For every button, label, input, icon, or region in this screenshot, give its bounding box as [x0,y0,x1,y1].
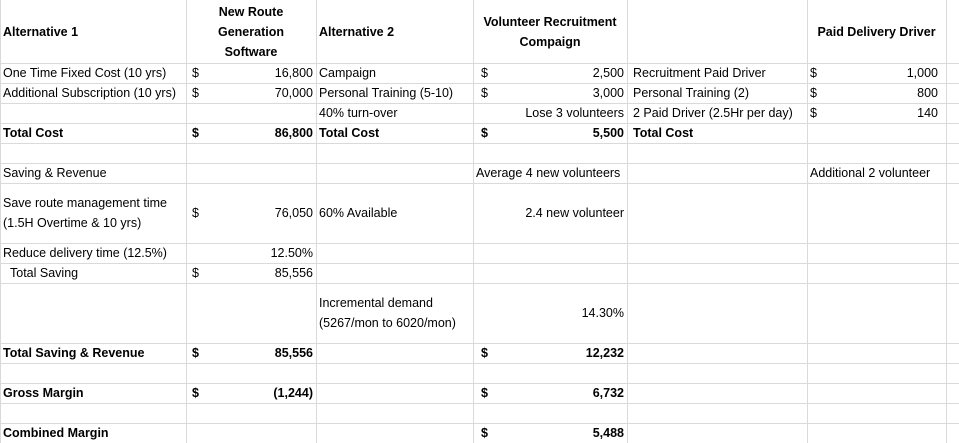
label-total-saving: Total Saving [10,266,79,280]
value-gross-margin: (1,244) [273,386,313,400]
header-alternative-1: Alternative 1 [3,24,79,39]
label-total-saving-revenue: Total Saving & Revenue [3,346,145,360]
label-save-route-management: Save route management time (1.5H Overtime & 10 yrs) [3,196,167,230]
currency-symbol: $ [192,386,199,400]
currency-symbol: $ [481,346,488,360]
label-personal-training: Personal Training (5-10) [319,86,454,100]
currency-symbol: $ [481,426,488,440]
label-personal-training-2: Personal Training (2) [633,86,750,100]
value-incremental-demand: 14.30% [581,306,624,320]
label-gross-margin: Gross Margin [3,386,84,400]
label-total-cost: Total Cost [3,126,64,140]
currency-symbol: $ [810,86,817,100]
label-one-time-fixed-cost: One Time Fixed Cost (10 yrs) [3,66,167,80]
value-paid-driver-hours: 140 [917,106,938,120]
header-alternative-2: Alternative 2 [319,24,395,39]
value-combined-margin: 5,488 [592,426,624,440]
grid-line [0,363,959,364]
currency-symbol: $ [810,66,817,80]
header-paid-delivery-driver: Paid Delivery Driver [817,24,936,39]
value-recruitment-paid-driver: 1,000 [906,66,938,80]
note-average-new-volunteers: Average 4 new volunteers [476,166,621,180]
header-volunteer-recruitment: Volunteer Recruitment Compaign [483,14,617,49]
header-new-route-software: New Route Generation Software [218,4,284,59]
note-additional-volunteer: Additional 2 volunteer [810,166,931,180]
label-recruitment-paid-driver: Recruitment Paid Driver [633,66,766,80]
label-reduce-delivery-time: Reduce delivery time (12.5%) [3,246,167,260]
label-total-cost-paid: Total Cost [633,126,694,140]
value-campaign: 2,500 [592,66,624,80]
value-gross-margin-alt2: 6,732 [592,386,624,400]
label-total-cost-alt2: Total Cost [319,126,380,140]
currency-symbol: $ [481,126,488,140]
label-combined-margin: Combined Margin [3,426,109,440]
value-personal-training: 3,000 [592,86,624,100]
label-paid-driver-hours: 2 Paid Driver (2.5Hr per day) [633,106,793,120]
currency-symbol: $ [810,106,817,120]
currency-symbol: $ [192,346,199,360]
grid-line [0,403,959,404]
currency-symbol: $ [192,126,199,140]
value-new-volunteer: 2.4 new volunteer [525,206,624,220]
value-total-saving-revenue: 85,556 [274,346,313,360]
value-reduce-delivery-time: 12.50% [270,246,313,260]
label-saving-revenue: Saving & Revenue [3,166,107,180]
grid-line [0,143,959,144]
value-save-route-management: 76,050 [274,206,313,220]
value-total-cost: 86,800 [274,126,313,140]
label-incremental-demand: Incremental demand (5267/mon to 6020/mon) [319,296,456,330]
grid-line [946,0,947,443]
currency-symbol: $ [481,86,488,100]
value-total-cost-alt2: 5,500 [592,126,624,140]
value-personal-training-2: 800 [917,86,938,100]
currency-symbol: $ [481,66,488,80]
label-turn-over: 40% turn-over [319,106,398,120]
currency-symbol: $ [192,86,199,100]
value-total-saving: 85,556 [274,266,313,280]
label-additional-subscription: Additional Subscription (10 yrs) [3,86,176,100]
label-campaign: Campaign [319,66,376,80]
currency-symbol: $ [192,66,199,80]
value-lose-volunteers: Lose 3 volunteers [525,106,624,120]
value-total-saving-revenue-alt2: 12,232 [585,346,624,360]
currency-symbol: $ [481,386,488,400]
value-one-time-fixed-cost: 16,800 [274,66,313,80]
currency-symbol: $ [192,206,199,220]
label-available: 60% Available [319,206,398,220]
value-additional-subscription: 70,000 [274,86,313,100]
currency-symbol: $ [192,266,199,280]
